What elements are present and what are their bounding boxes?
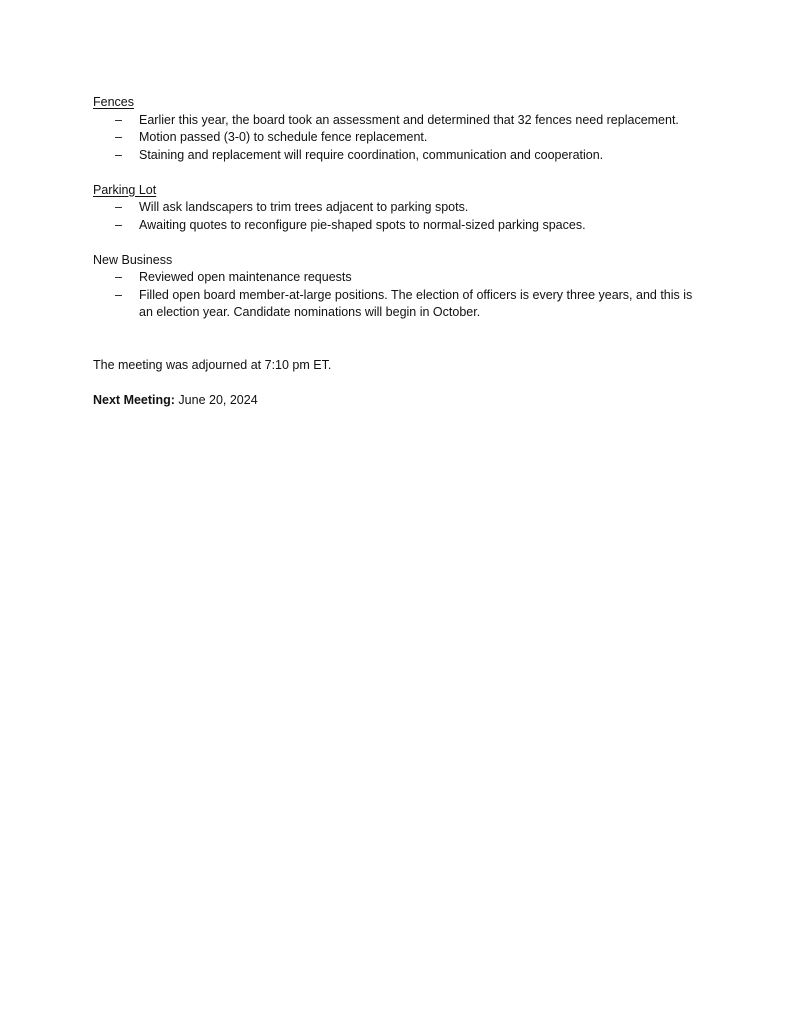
list-item-text: Earlier this year, the board took an assessment and determined that 32 fences need replacement.	[139, 112, 679, 127]
dash-bullet: –	[115, 130, 122, 144]
fences-section	[93, 94, 693, 164]
fences-list	[93, 112, 693, 165]
list-item	[93, 129, 693, 147]
dash-bullet: –	[115, 147, 122, 162]
new-business-list	[93, 269, 693, 322]
dash-bullet: –	[115, 217, 122, 232]
adjourned-text: The meeting was adjourned at 7:10 pm ET.	[93, 357, 332, 372]
dash-bullet: –	[115, 112, 122, 127]
list-item-text: Reviewed open maintenance requests	[139, 270, 352, 284]
next-meeting-date: June 20, 2024	[174, 392, 258, 407]
list-item	[93, 147, 693, 165]
spacer	[93, 374, 693, 392]
list-item	[93, 199, 693, 217]
next-meeting-line	[93, 392, 693, 410]
dash-bullet: –	[115, 200, 122, 214]
next-meeting-label: Next Meeting:	[93, 392, 175, 407]
list-item-text: Will ask landscapers to trim trees adjacent to parking spots.	[139, 200, 469, 214]
spacer	[93, 164, 693, 182]
list-item	[93, 287, 693, 322]
list-item	[93, 217, 693, 235]
new-business-section	[93, 252, 693, 322]
list-item-text: Awaiting quotes to reconfigure pie-shaped spots to normal-sized parking spaces.	[139, 217, 586, 232]
new-business-heading: New Business	[93, 252, 173, 267]
list-item-text: Motion passed (3-0) to schedule fence replacement.	[139, 130, 428, 144]
list-item	[93, 269, 693, 287]
minutes-content	[93, 94, 693, 409]
spacer	[93, 234, 693, 252]
dash-bullet: –	[115, 287, 122, 302]
parking-lot-heading: Parking Lot	[93, 182, 157, 197]
list-item-text: Staining and replacement will require coordination, communication and cooperation.	[139, 147, 604, 162]
spacer	[93, 322, 693, 357]
fences-heading: Fences	[93, 95, 134, 109]
dash-bullet: –	[115, 270, 122, 284]
list-item	[93, 112, 693, 130]
list-item-text: Filled open board member-at-large positions. The election of officers is every three years, and this is an election year. Candidate nominations will begin in October.	[139, 287, 693, 319]
parking-lot-list	[93, 199, 693, 234]
parking-lot-section	[93, 182, 693, 235]
